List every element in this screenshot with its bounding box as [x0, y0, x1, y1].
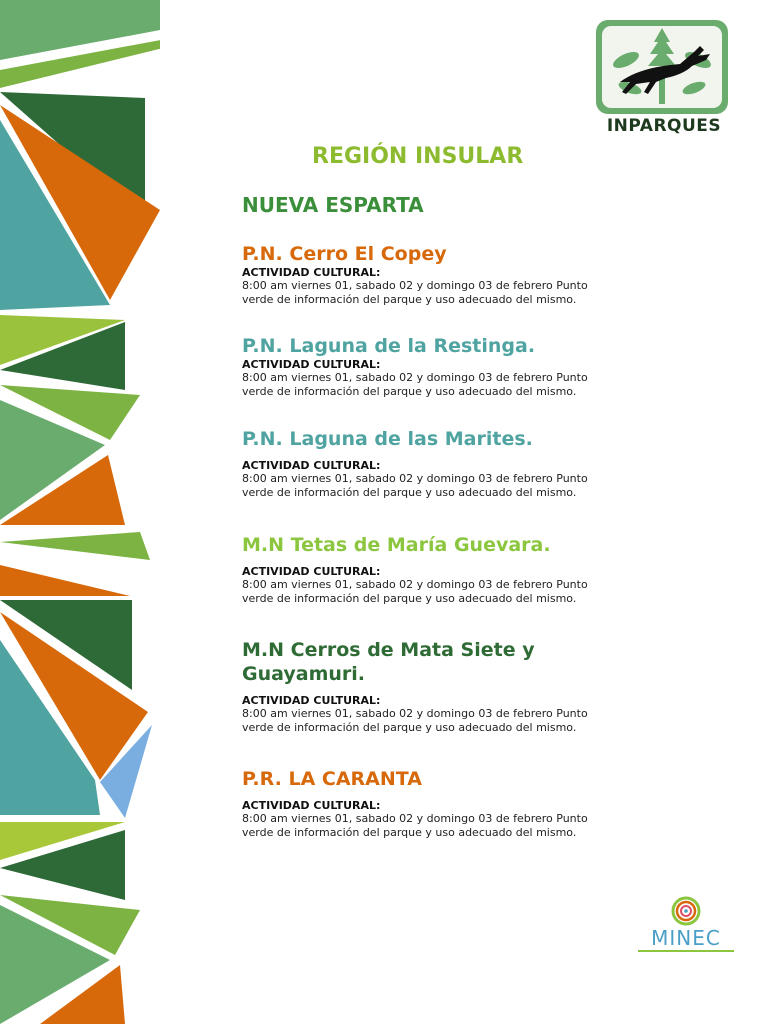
activity-label: ACTIVIDAD CULTURAL:	[242, 266, 381, 279]
activity-text: 8:00 am viernes 01, sabado 02 y domingo 03 de febrero Punto verde de información del parque y uso adecuado del mismo.	[242, 371, 588, 398]
activity-text: 8:00 am viernes 01, sabado 02 y domingo 03 de febrero Punto verde de información del parque y uso adecuado del mismo.	[242, 578, 588, 605]
activity-label: ACTIVIDAD CULTURAL:	[242, 358, 381, 371]
park-entry	[242, 334, 642, 398]
state-heading: NUEVA ESPARTA	[242, 193, 424, 217]
activity-label: ACTIVIDAD CULTURAL:	[242, 694, 381, 707]
inparques-logo	[594, 20, 734, 138]
activity-text: 8:00 am viernes 01, sabado 02 y domingo 03 de febrero Punto verde de información del parque y uso adecuado del mismo.	[242, 279, 588, 306]
inparques-logo-text: INPARQUES	[606, 116, 722, 136]
activity-text: 8:00 am viernes 01, sabado 02 y domingo 03 de febrero Punto verde de información del parque y uso adecuado del mismo.	[242, 812, 588, 839]
minec-logo-text: MINEC	[651, 926, 721, 950]
activity-label: ACTIVIDAD CULTURAL:	[242, 459, 381, 472]
region-heading: REGIÓN INSULAR	[312, 144, 524, 169]
park-entry	[242, 427, 642, 499]
deco-triangle	[0, 532, 150, 560]
park-name: P.N. Laguna de la Restinga.	[242, 335, 536, 357]
park-entry	[242, 533, 642, 605]
activity-text: 8:00 am viernes 01, sabado 02 y domingo 03 de febrero Punto verde de información del parque y uso adecuado del mismo.	[242, 472, 588, 499]
park-name: P.N. Laguna de las Marites.	[242, 428, 533, 450]
deco-triangle	[0, 565, 130, 596]
minec-underline	[638, 950, 734, 952]
park-entry	[242, 638, 642, 734]
park-entry	[242, 767, 642, 839]
deer-leaf-logo-icon	[596, 20, 728, 114]
park-name: P.R. LA CARANTA	[242, 768, 422, 790]
park-name: M.N Tetas de María Guevara.	[242, 534, 551, 556]
minec-logo	[634, 896, 738, 956]
decorative-triangles	[0, 0, 160, 1024]
spiral-logo-icon	[634, 896, 738, 926]
park-entry	[242, 242, 642, 306]
activity-label: ACTIVIDAD CULTURAL:	[242, 565, 381, 578]
park-name: P.N. Cerro El Copey	[242, 243, 447, 265]
activity-label: ACTIVIDAD CULTURAL:	[242, 799, 381, 812]
park-name: M.N Cerros de Mata Siete y Guayamuri.	[242, 639, 535, 685]
activity-text: 8:00 am viernes 01, sabado 02 y domingo 03 de febrero Punto verde de información del parque y uso adecuado del mismo.	[242, 707, 588, 734]
